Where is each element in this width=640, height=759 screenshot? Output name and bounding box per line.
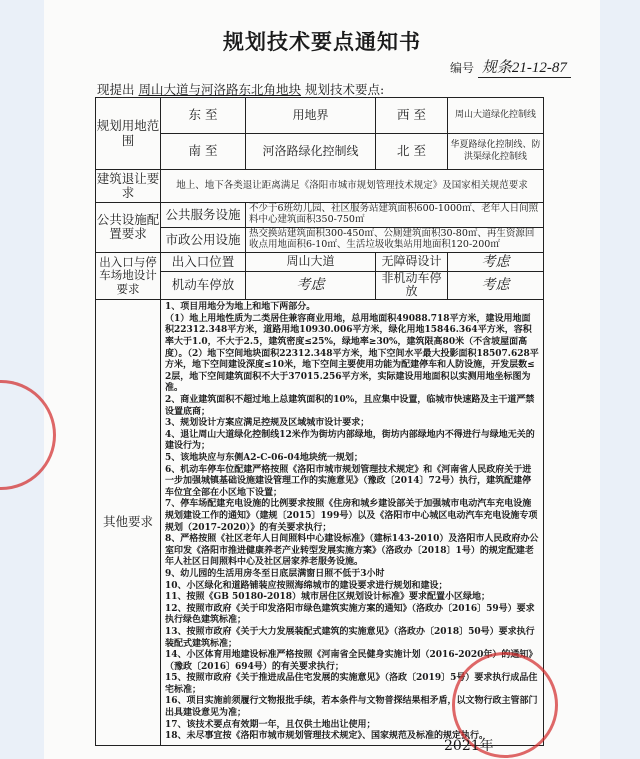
east-label: 东 至	[161, 98, 246, 134]
document-number: 编号 规条21-12-87	[450, 56, 571, 78]
requirements-table	[95, 97, 544, 746]
utility-label: 市政公用设施	[161, 227, 246, 252]
public-service-text: 不少于6班幼儿园、社区服务站建筑面积600-1000㎡、老年人日间照料中心建筑面积350-750㎡	[246, 203, 544, 228]
public-service-label: 公共服务设施	[161, 203, 246, 228]
nonmotor-parking-value: 考虑	[448, 271, 544, 300]
issue-date: 2021年	[444, 738, 494, 754]
entrance-label: 出入口与停车场地设计要求	[96, 252, 161, 300]
public-label: 公共设施配置要求	[96, 203, 161, 253]
requirement-item: 11、按照《GB 50180-2018）城市居住区规划设计标准》要求配置小区绿地；	[165, 592, 491, 603]
requirement-item: 17、该技术要点有效期一年，且仅供土地出让使用；	[165, 719, 376, 730]
east-boundary: 用地界	[246, 98, 376, 134]
other-label: 其他要求	[96, 300, 161, 746]
requirement-item: 12、按照市政府《关于印发洛阳市绿色建筑实施方案的通知》（洛政办〔2016〕59号）要求执行绿色建筑标准；	[165, 603, 535, 626]
requirement-item: 4、退让周山大道绿化控制线12米作为街坊内部绿地，街坊内部绿地内不得进行与绿地无关的建设行为；	[165, 429, 535, 452]
requirement-item: 9、幼儿园的生活用房冬至日底层满窗日照不低于3小时	[165, 568, 385, 579]
requirement-item: 15、按照市政府《关于推进成品住宅发展的实施意见》（洛政〔2019〕5号）要求执行成品住宅标准；	[165, 673, 538, 695]
motor-parking-value: 考虑	[246, 271, 376, 300]
motor-parking-label: 机动车停放	[161, 271, 246, 300]
range-label: 规划用地范围	[96, 98, 161, 170]
west-boundary: 周山大道绿化控制线	[448, 98, 544, 134]
requirement-item: 10、小区绿化和道路铺装应按照海绵城市的建设要求进行规划和建设；	[165, 580, 448, 591]
requirement-item: 1、项目用地分为地上和地下两部分。	[165, 302, 316, 313]
requirement-item: 8、严格按照《社区老年人日间照料中心建设标准》（建标143-2010）及洛阳市人民政府办公室印发《洛阳市推进健康养老产业转型发展实施方案》（洛政办〔2018〕1号）的规定配建老年人社区日间照料中心及社区居家养老服务设施。	[165, 534, 539, 568]
accessibility-label: 无障碍设计	[376, 252, 448, 271]
document-title: 规划技术要点通知书	[223, 29, 421, 54]
north-boundary: 华夏路绿化控制线、防洪渠绿化控制线	[448, 134, 544, 170]
south-label: 南 至	[161, 134, 246, 170]
utility-text: 热交换站建筑面积300-450㎡、公厕建筑面积30-80㎡、再生资源回收点用地面积6-10㎡、生活垃圾收集站用地面积120-200㎡	[246, 227, 544, 252]
site-name: 周山大道与河洛路东北角地块	[138, 82, 302, 97]
requirement-item: 16、项目实施前须履行文物报批手续，若本条件与文物普探结果相矛盾，以文物行政主管部门出具建设意见为准；	[165, 696, 538, 719]
intro-line: 现提出 周山大道与河洛路东北角地块 规划技术要点:	[97, 82, 385, 97]
setback-text: 地上、地下各类退让距离满足《洛阳市城市规划管理技术规定》及国家相关规范要求	[161, 170, 544, 203]
entrance-position: 周山大道	[246, 252, 376, 271]
nonmotor-parking-label: 非机动车停放	[376, 271, 448, 300]
requirement-item: 3、规划设计方案应满足控规及区域城市设计要求；	[165, 418, 370, 429]
requirement-item: 2、商业建筑面积不超过地上总建筑面积的10%，且应集中设置，临城市快速路及主干道严禁设置底商；	[165, 395, 535, 417]
requirement-item: 7、停车场配建充电设施的比例要求按照《住房和城乡建设部关于加强城市电动汽车充电设施规划建设工作的通知》（建规〔2015〕199号）以及《洛阳市中心城区电动汽车充电设施专项规划（2017-2020）》的有关要求执行；	[165, 499, 538, 533]
requirement-item: 5、该地块应与东侧A2-C-06-04地块统一规划；	[165, 453, 363, 463]
number-value: 规条21-12-87	[478, 56, 571, 78]
requirement-item: （1）地上用地性质为二类居住兼容商业用地，总用地面积49088.718平方米，建设用地面积22312.348平方米，道路用地10930.006平方米，绿化用地15846.364平方米，容积率大于1.0，不大于2.5，建筑密度≤25%，绿地率≥30%，建筑限高80米（不含坡屋面高度）。（2）地下空间地块面积22312.348平方米，地下空间水平最大投影面积18507.628平方米，地下空间建设深度≤10米，地下空间主要使用功能为配建停车和人防设施，开发层数≤2层，地下空间建筑面积不大于37015.256平方米，实际建设用地面积以实测用地坐标图为准。	[165, 313, 539, 394]
north-label: 北 至	[376, 134, 448, 170]
entrance-position-label: 出入口位置	[161, 252, 246, 271]
accessibility-value: 考虑	[448, 252, 544, 271]
south-boundary: 河洛路绿化控制线	[246, 134, 376, 170]
requirement-item: 6、机动车停车位配建严格按照《洛阳市城市规划管理技术规定》和《河南省人民政府关于进一步加强城镇基础设施建设管理工作的实施意见》（豫政〔2014〕72号）执行，建筑配建停车位宜全部在小区地下设置；	[165, 464, 532, 498]
requirement-item: 13、按照市政府《关于大力发展装配式建筑的实施意见》（洛政办〔2018〕50号）要求执行装配式建筑标准；	[165, 626, 535, 649]
west-label: 西 至	[376, 98, 448, 134]
setback-label: 建筑退让要求	[96, 170, 161, 203]
requirement-item: 18、未尽事宜按《洛阳市城市规划管理技术规定》、国家规范及标准的规定执行。	[165, 731, 489, 742]
requirement-item: 14、小区体育用地建设标准严格按照《河南省全民健身实施计划（2016-2020年）的通知》（豫政〔2016〕694号）的有关要求执行；	[165, 650, 538, 672]
